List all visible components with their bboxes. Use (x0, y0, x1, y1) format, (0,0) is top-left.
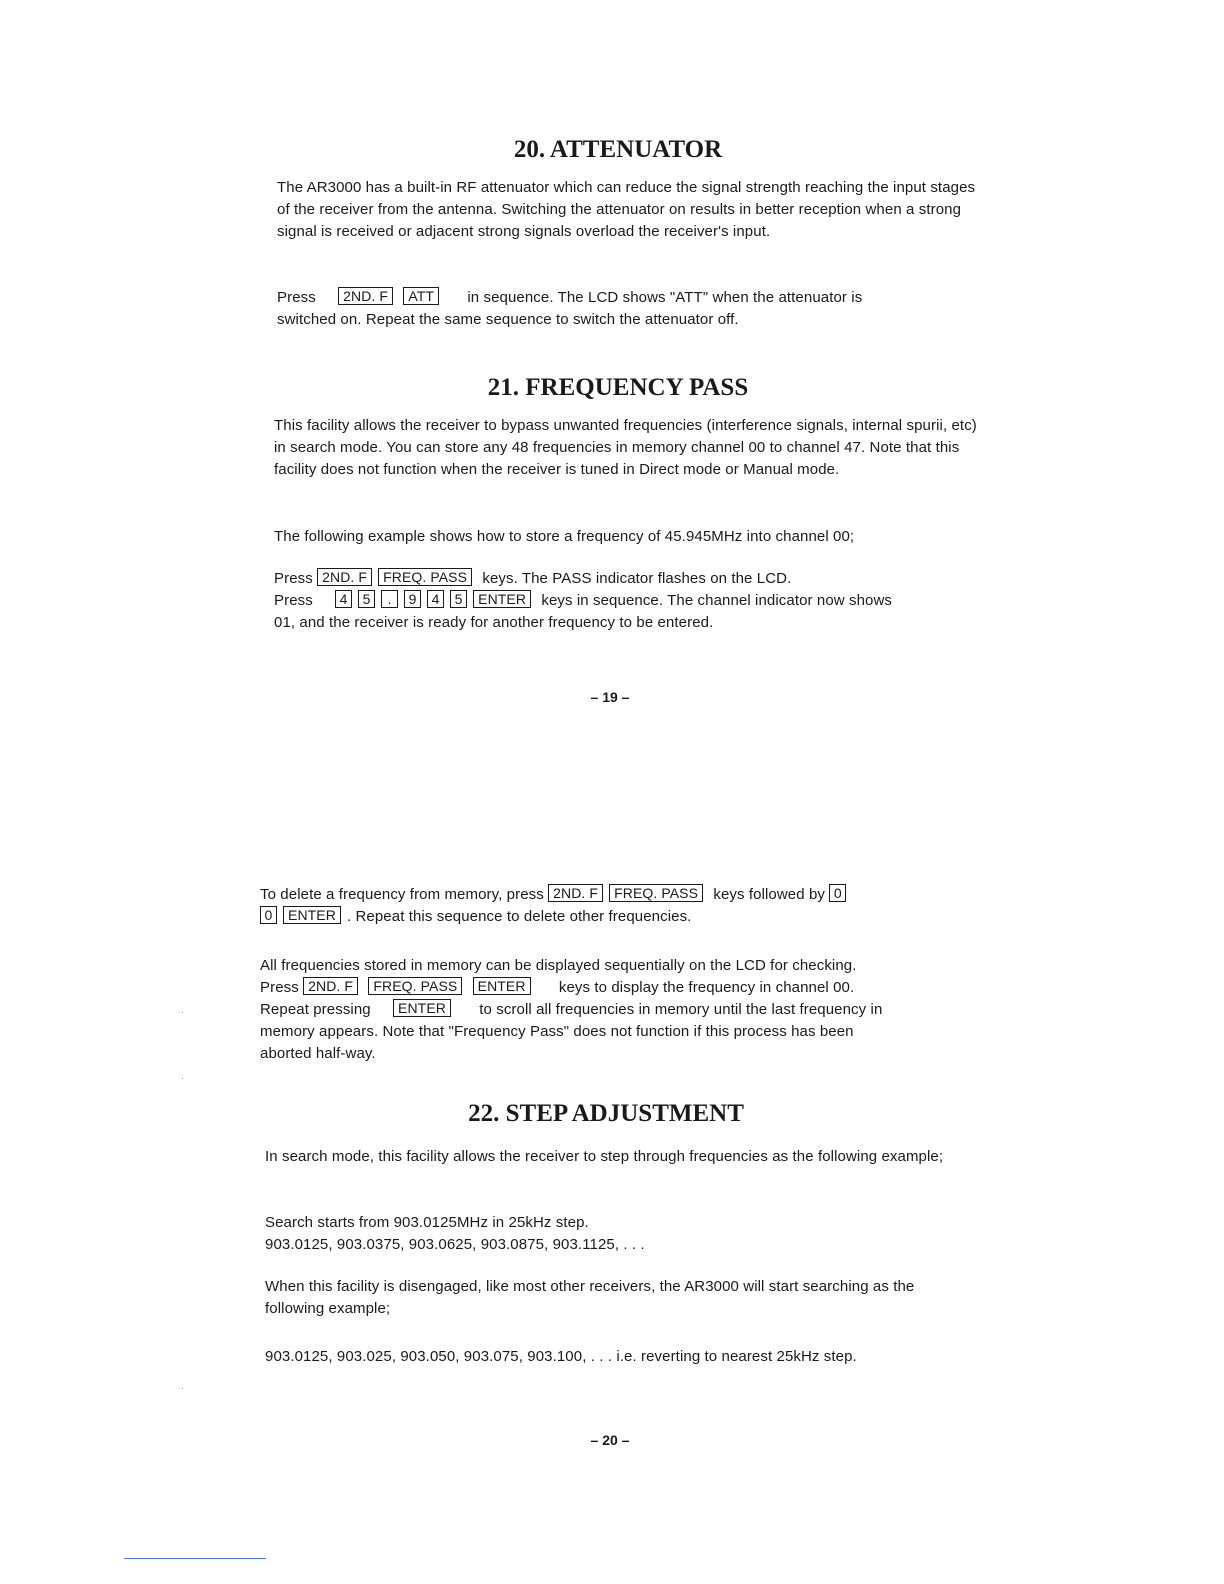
all-text-e: aborted half-way. (260, 1045, 376, 1062)
page-number-19: – 19 – (590, 689, 630, 705)
key-2nd-f: 2ND. F (317, 568, 372, 586)
section-20-title: 20. ATTENUATOR (513, 136, 723, 163)
key-digit-9: 9 (404, 590, 421, 608)
repeat-label: Repeat pressing (260, 1001, 371, 1018)
key-enter-2: ENTER (473, 977, 531, 995)
section-21-title: 21. FREQUENCY PASS (487, 374, 749, 401)
attenuator-instruction-text: in sequence. The LCD shows "ATT" when the attenuator is (467, 289, 863, 306)
footer-rule (124, 1558, 266, 1559)
key-digit-5: 5 (358, 590, 375, 608)
key-decimal: . (381, 590, 398, 608)
step-adjustment-paragraph: In search mode, this facility allows the receiver to step through frequencies as the following example; (265, 1148, 944, 1165)
all-text-c: to scroll all frequencies in memory until the last frequency in (479, 1001, 883, 1018)
scan-speck (182, 1078, 183, 1079)
key-digit-0: 0 (829, 884, 846, 902)
disengaged-paragraph: When this facility is disengaged, like most other receivers, the AR3000 will start searching as the following example; (265, 1278, 915, 1317)
step-example-line-1: Search starts from 903.0125MHz in 25kHz step. (265, 1214, 589, 1231)
frequency-pass-paragraph: This facility allows the receiver to bypass unwanted frequencies (interference signals, internal spurii, etc) in search mode. You can store any 48 frequencies in memory channel 00 to channel 47. Note that this facility does not function when the receiver is tuned in Direct mode or Manual mode. (274, 417, 977, 478)
attenuator-paragraph: The AR3000 has a built-in RF attenuator which can reduce the signal strength reaching the input stages of the receiver from the antenna. Switching the attenuator on results in better reception when a strong signal is received or adjacent strong signals overload the receiver's input. (277, 179, 976, 240)
delete-text-c: . Repeat this sequence to delete other frequencies. (346, 908, 692, 925)
step-example-line-2: 903.0125, 903.0375, 903.0625, 903.0875, 903.1125, . . . (265, 1236, 645, 1253)
key-2nd-f: 2ND. F (548, 884, 603, 902)
delete-text-b: keys followed by (713, 886, 825, 903)
all-text-a: All frequencies stored in memory can be displayed sequentially on the LCD for checking. (260, 957, 857, 974)
frequency-pass-example-intro: The following example shows how to store a frequency of 45.945MHz into channel 00; (274, 528, 855, 545)
key-freq-pass-2: FREQ. PASS (368, 977, 462, 995)
key-digit-4b: 4 (427, 590, 444, 608)
key-digit-5b: 5 (450, 590, 467, 608)
key-freq-pass: FREQ. PASS (609, 884, 703, 902)
display-stored-instruction (260, 955, 970, 1065)
press-label-2: Press (274, 592, 313, 609)
attenuator-instruction (277, 287, 979, 331)
all-text-b: keys to display the frequency in channel 00. (558, 979, 855, 996)
press-label: Press (260, 979, 299, 996)
key-enter: ENTER (473, 590, 531, 608)
step-2-text-cont: 01, and the receiver is ready for another frequency to be entered. (274, 614, 714, 631)
disengaged-example: 903.0125, 903.025, 903.050, 903.075, 903.100, . . . i.e. reverting to nearest 25kHz step. (265, 1348, 857, 1365)
key-digit-4: 4 (335, 590, 352, 608)
key-att: ATT (403, 287, 439, 305)
key-enter: ENTER (283, 906, 341, 924)
step-2-text: keys in sequence. The channel indicator now shows (541, 592, 893, 609)
delete-instruction (260, 884, 970, 928)
key-freq-pass: FREQ. PASS (378, 568, 472, 586)
step-1-text: keys. The PASS indicator flashes on the LCD. (482, 570, 792, 587)
key-2nd-f-2: 2ND. F (303, 977, 358, 995)
key-enter-3: ENTER (393, 999, 451, 1017)
key-2nd-f: 2ND. F (338, 287, 393, 305)
key-digit-0b: 0 (260, 906, 277, 924)
frequency-pass-steps (274, 568, 979, 634)
page-number-20: – 20 – (590, 1432, 630, 1448)
attenuator-instruction-text-2: switched on. Repeat the same sequence to switch the attenuator off. (277, 311, 739, 328)
step-example (265, 1212, 970, 1256)
scan-speck (182, 1388, 183, 1389)
section-22-title: 22. STEP ADJUSTMENT (468, 1100, 744, 1127)
all-text-d: memory appears. Note that "Frequency Pass" does not function if this process has been (260, 1023, 854, 1040)
scan-speck (182, 1012, 183, 1013)
press-label: Press (274, 570, 313, 587)
delete-text-a: To delete a frequency from memory, press (260, 886, 544, 903)
press-label: Press (277, 289, 316, 306)
